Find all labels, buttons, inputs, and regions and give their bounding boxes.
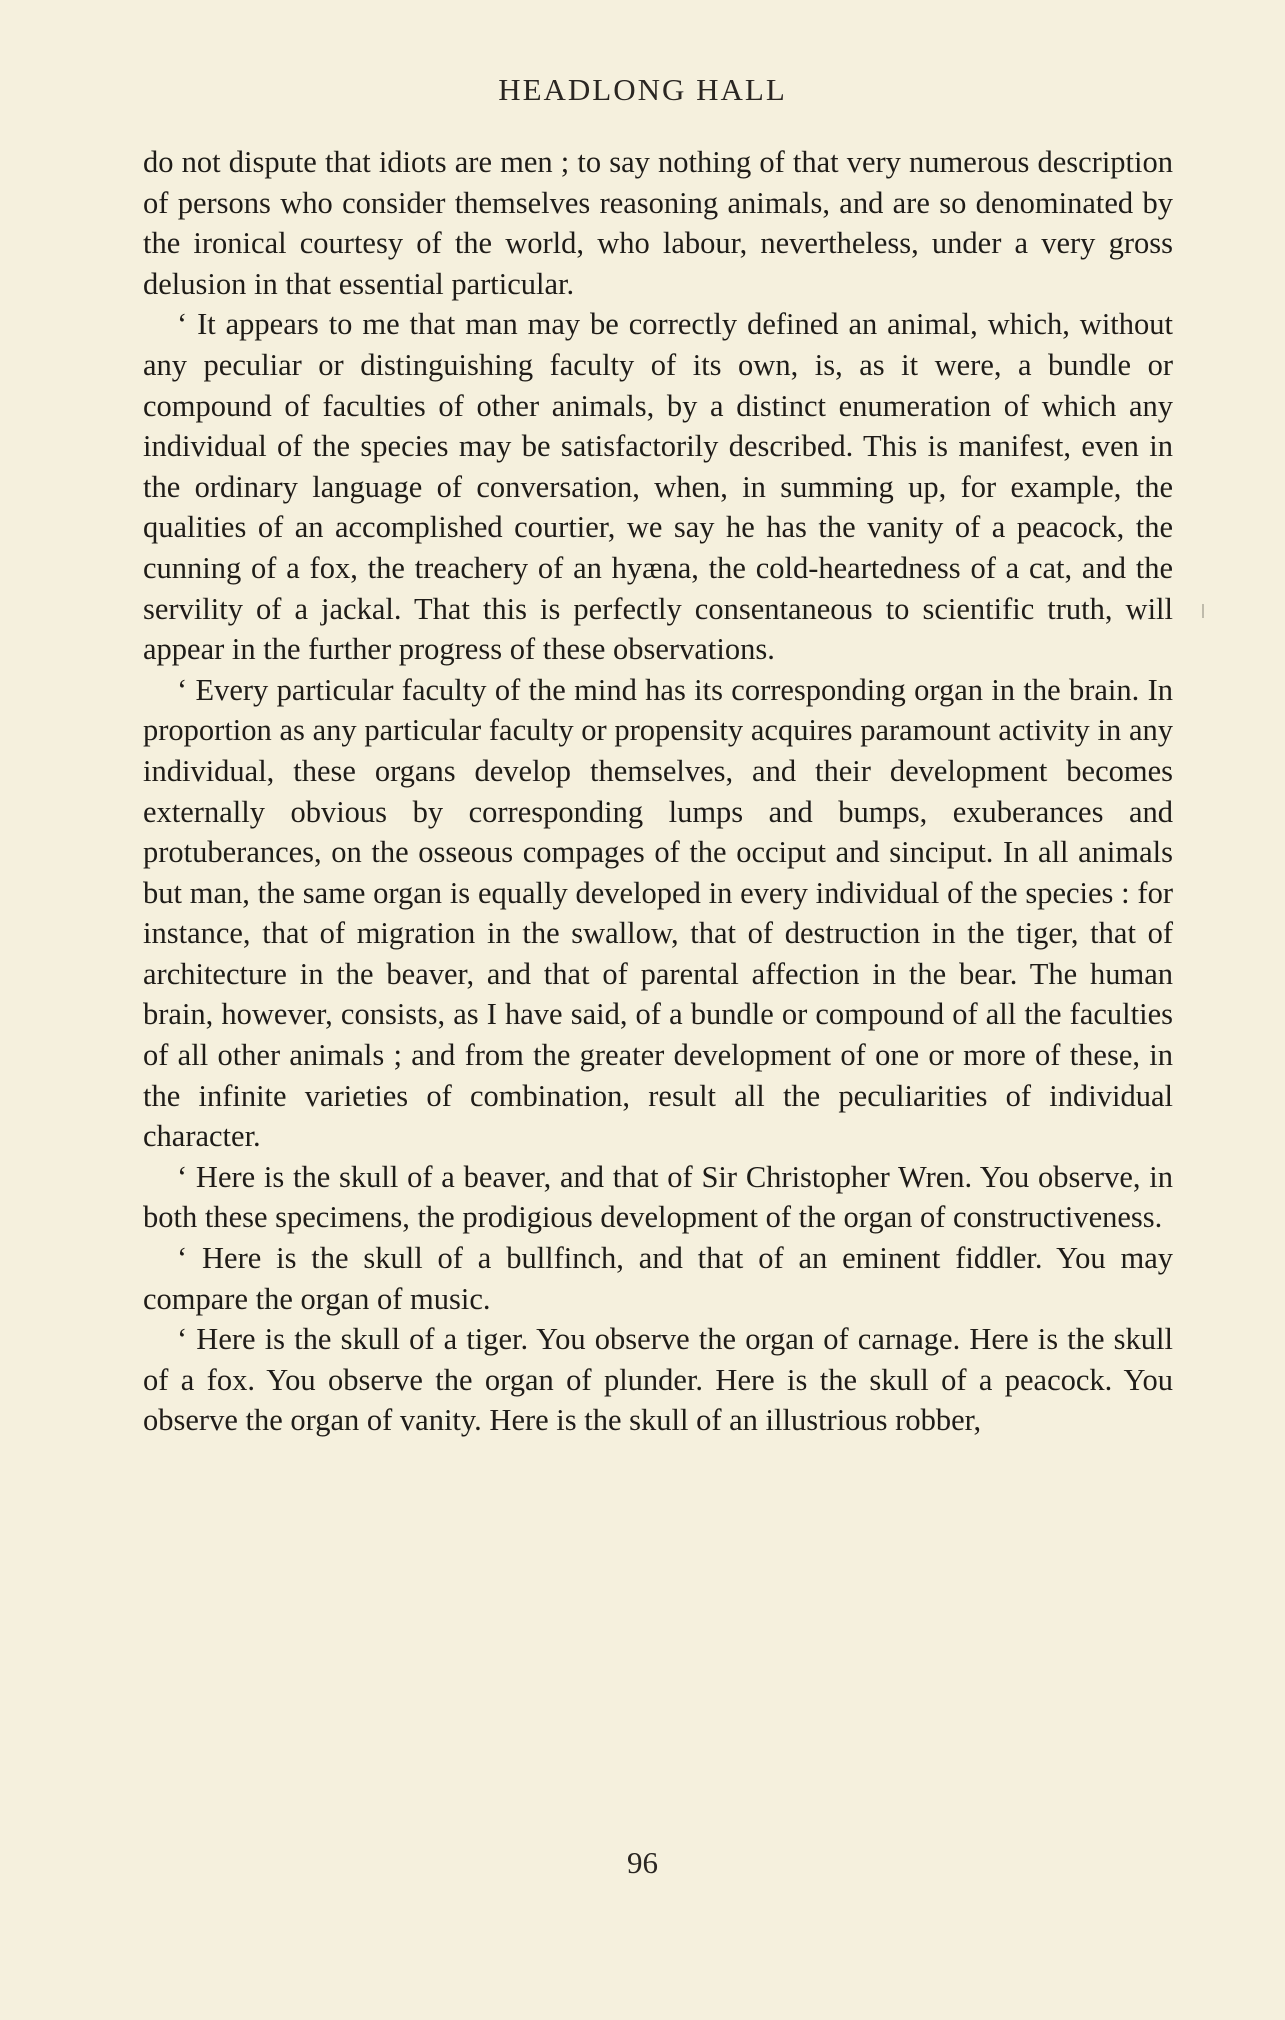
paragraph: do not dispute that idiots are men ; to say nothing of that very numerous description of persons who consider themselves reasoning animals, and are so denominated by the ironical courtesy of the world, who labour, nevertheless, under a very gross delusion in that essential particular. (143, 145, 1173, 301)
body-text (143, 142, 1173, 1441)
page-number: 96 (627, 1845, 658, 1880)
paragraph: ‘ It appears to me that man may be correctly defined an animal, which, without any peculiar or distinguishing faculty of its own, is, as it were, a bundle or compound of faculties of other animals, by a distinct enumeration of which any individual of the species may be satisfactorily described. This is manifest, even in the ordinary language of conversation, when, in summing up, for example, the qualities of an accomplished courtier, we say he has the vanity of a peacock, the cunning of a fox, the treachery of an hyæna, the cold-heartedness of a cat, and the servility of a jackal. That this is perfectly consentaneous to scientific truth, will appear in the further progress of these observations. (143, 307, 1173, 667)
paragraph: ‘ Here is the skull of a tiger. You observe the organ of carnage. Here is the skull of a fox. You observe the organ of plunder. Here is the skull of a peacock. You observe the organ of vanity. Here is the skull of an illustrious robber, (143, 1322, 1173, 1438)
paragraph: ‘ Here is the skull of a bullfinch, and that of an eminent fiddler. You may compare the organ of music. (143, 1241, 1173, 1316)
paper-speck (1202, 604, 1204, 618)
paragraph: ‘ Here is the skull of a beaver, and that of Sir Christopher Wren. You observe, in both these specimens, the prodigious development of the organ of constructiveness. (143, 1159, 1173, 1235)
paragraph: ‘ Every particular faculty of the mind has its corresponding organ in the brain. In proportion as any particular faculty or propensity acquires paramount activity in any individual, these organs develop themselves, and their development becomes externally obvious by corresponding lumps and bumps, exuberances and protuberances, on the osseous compages of the occiput and sinciput. In all animals but man, the same organ is equally developed in every individual of the species : for instance, that of migration in the swallow, that of destruction in the tiger, that of architecture in the beaver, and that of parental affection in the bear. The human brain, however, consists, as I have said, of a bundle or compound of all the faculties of all other animals ; and from the greater development of one or more of these, in the infinite varieties of combination, result all the peculiarities of individual character. (143, 672, 1173, 1154)
running-head: HEADLONG HALL (498, 72, 787, 107)
